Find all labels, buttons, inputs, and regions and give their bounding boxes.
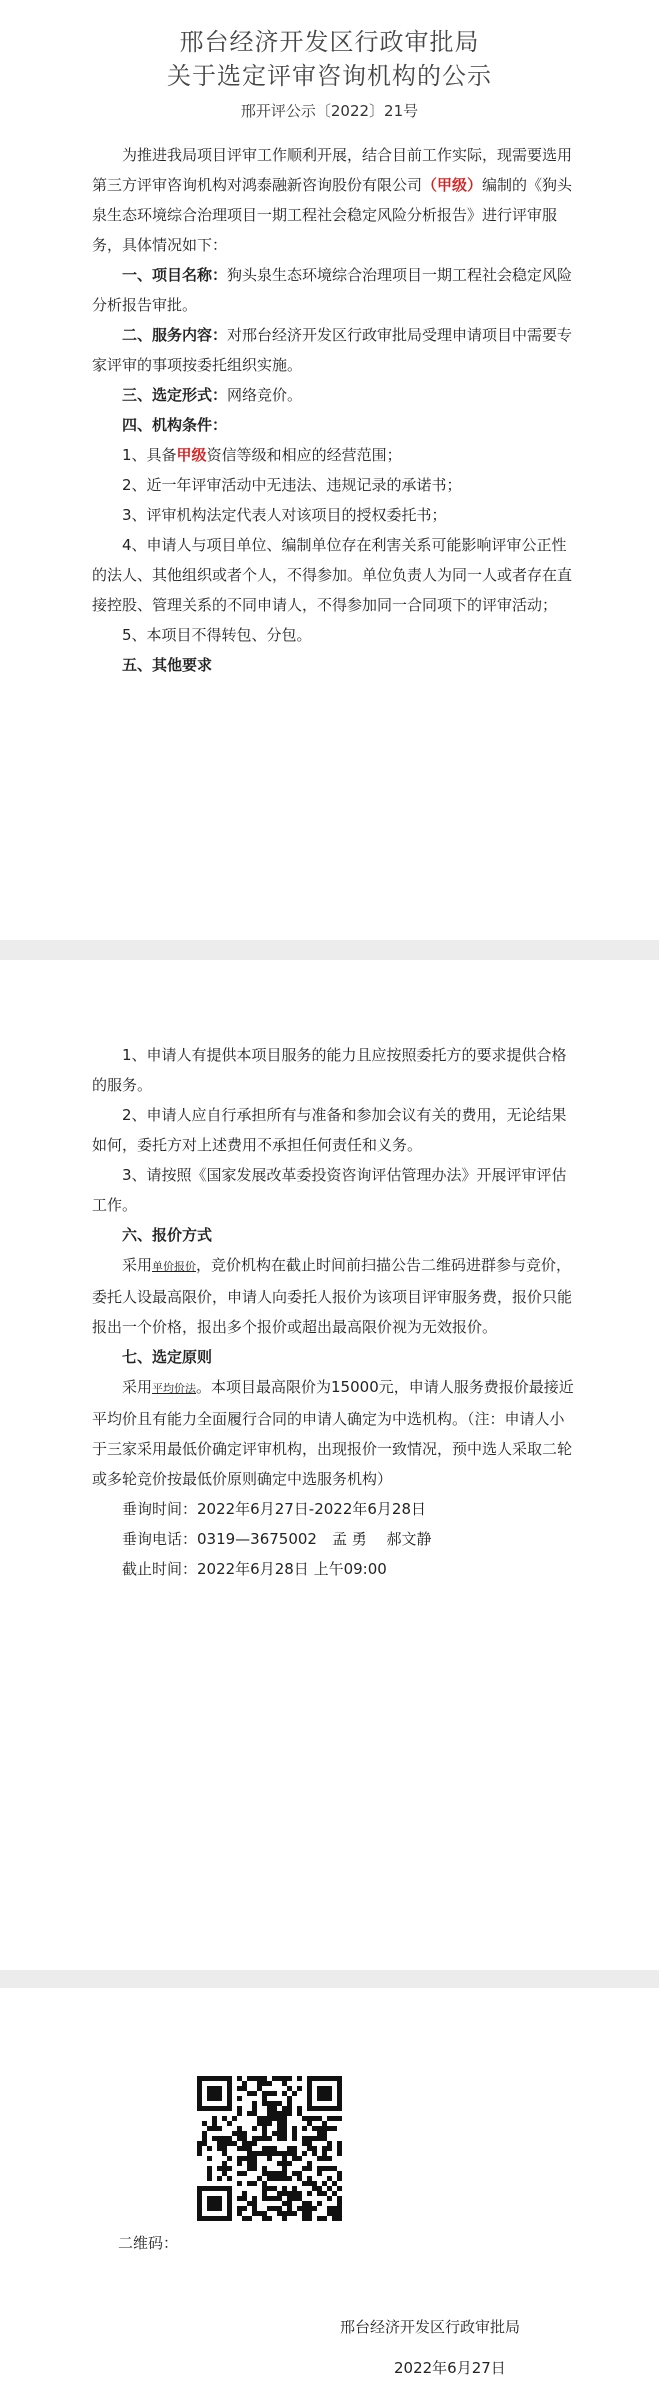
section-5 — [92, 650, 578, 680]
signature-date: 2022年6月27日 — [394, 2359, 506, 2377]
section-3: 三、选定形式：网络竞价。 — [122, 386, 303, 404]
page-2 — [0, 960, 659, 1970]
page-1 — [0, 0, 659, 940]
intro-paragraph: 为推进我局项目评审工作顺利开展，结合目前工作实际，现需要选用第三方评审咨询机构对鸿泰融新咨询股份有限公司（甲级）编制的《狗头泉生态环境综合治理项目一期工程社会稳定风险分析报告》进行评审服务，具体情况如下： — [92, 146, 573, 254]
quote-method-underlined: 单价报价 — [152, 1260, 197, 1273]
requirement-2: 2、申请人应自行承担所有与准备和参加会议有关的费用，无论结果如何，委托方对上述费用不承担任何责任和义务。 — [92, 1106, 567, 1154]
condition-1: 1、具备甲级资信等级和相应的经营范围； — [122, 446, 402, 464]
condition-5: 5、本项目不得转包、分包。 — [122, 626, 312, 644]
page2-body — [92, 1040, 578, 1584]
quote-method-paragraph: 采用单价报价，竞价机构在截止时间前扫描公告二维码进群参与竞价，委托人设最高限价，申请人向委托人报价为该项目评审服务费，报价只能报出一个价格，报出多个报价或超出最高限价视为无效报价。 — [92, 1256, 573, 1336]
grade-red-text: （甲级） — [422, 176, 483, 194]
section-5-label: 五、其他要求 — [122, 656, 213, 674]
section-6 — [92, 1220, 578, 1250]
selection-principle-paragraph: 采用平均价法。本项目最高限价为15000元，申请人服务费报价最接近平均价且有能力全面履行合同的申请人确定为中选机构。（注：申请人小于三家采用最低价确定评审机构，出现报价一致情况，预中选人采取二轮或多轮竞价按最低价原则确定中选服务机构） — [92, 1378, 574, 1488]
query-time: 垂询时间：2022年6月27日-2022年6月28日 — [122, 1500, 427, 1518]
section-7 — [92, 1342, 578, 1372]
section-2: 二、服务内容：对邢台经济开发区行政审批局受理申请项目中需要专家评审的事项按委托组织实施。 — [92, 326, 573, 374]
grade-red-text-2: 甲级 — [176, 446, 207, 464]
deadline: 截止时间：2022年6月28日 上午09:00 — [122, 1560, 387, 1578]
section-4-label: 四、机构条件： — [122, 416, 228, 434]
requirement-3: 3、请按照《国家发展改革委投资咨询评估管理办法》开展评审评估工作。 — [92, 1166, 567, 1214]
condition-3: 3、评审机构法定代表人对该项目的授权委托书； — [122, 506, 447, 524]
requirement-1: 1、申请人有提供本项目服务的能力且应按照委托方的要求提供合格的服务。 — [92, 1046, 567, 1094]
doc-title-line1: 邢台经济开发区行政审批局 — [179, 28, 480, 56]
doc-title-line2: 关于选定评审咨询机构的公示 — [167, 62, 492, 90]
condition-2: 2、近一年评审活动中无违法、违规记录的承诺书； — [122, 476, 462, 494]
section-1-label: 一、项目名称： — [122, 266, 228, 284]
doc-number: 邢开评公示〔2022〕21号 — [240, 102, 419, 120]
signature-org: 邢台经济开发区行政审批局 — [340, 2318, 521, 2336]
qr-label: 二维码： — [118, 2234, 179, 2252]
condition-4: 4、申请人与项目单位、编制单位存在利害关系可能影响评审公正性的法人、其他组织或者个人，不得参加。单位负责人为同一人或者存在直接控股、管理关系的不同申请人，不得参加同一合同项下的评审活动； — [92, 536, 573, 614]
section-2-label: 二、服务内容： — [122, 326, 228, 344]
selection-method-underlined: 平均价法 — [152, 1382, 197, 1395]
page1-body — [92, 140, 578, 680]
section-1: 一、项目名称：狗头泉生态环境综合治理项目一期工程社会稳定风险分析报告审批。 — [92, 266, 573, 314]
qr-code-image — [197, 2076, 342, 2221]
section-7-label: 七、选定原则 — [122, 1348, 213, 1366]
section-6-label: 六、报价方式 — [122, 1226, 213, 1244]
query-phone: 垂询电话：0319—3675002 孟 勇 郝文静 — [122, 1530, 432, 1548]
section-4 — [92, 410, 578, 440]
section-3-label: 三、选定形式： — [122, 386, 228, 404]
